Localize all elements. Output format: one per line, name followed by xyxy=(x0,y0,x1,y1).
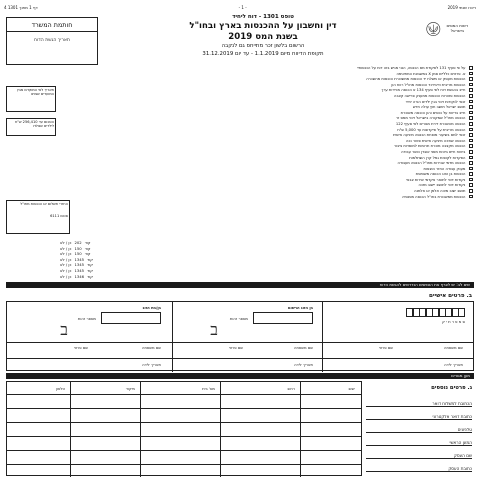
checkbox[interactable] xyxy=(469,116,473,120)
registered-id-label: מספר זהות xyxy=(229,316,248,321)
form-line: הכנסה מריבית על פיקדונות עד 5,000 ש"ח xyxy=(60,128,474,134)
code-row: קוד 1346 כן / לא xyxy=(60,273,93,279)
code-row: קוד 1345 כן / לא xyxy=(60,262,93,268)
gender-note: הרשום בלשון זכר מתייחס גם לנקבה xyxy=(221,43,305,49)
handwritten-mark-2: ב xyxy=(60,320,68,339)
notice-bar: שים לב: יש לצרף את הטפסים הנדרשים להגשת הדוח xyxy=(6,282,474,288)
form-line: הכנסות בן הזוג הכנסה משותפת xyxy=(60,172,474,178)
form-line: מענק עבודה החזר הוצאות xyxy=(60,167,474,173)
first-name-label: שם פרטי xyxy=(378,345,393,350)
registered-last-name-label: שם משפחה xyxy=(293,345,313,350)
checkbox[interactable] xyxy=(469,128,473,132)
form-line: נקודות זיכוי לתושב יישוב מזכה xyxy=(60,183,474,189)
stamp-title: חותמת המשרד xyxy=(7,18,97,32)
form-line: הכנסות ממשכורת בחו"ל הכנסה מפנסיה xyxy=(60,195,474,201)
form-line: הכנסה מדמי שכירות מחו"ל הכנסה מעבודה xyxy=(60,161,474,167)
report-period: תקופת הדיווח מיום 1.1.2019 - עד יום 31.12.2019 xyxy=(202,51,324,57)
section-c-row[interactable]: כתובת דואר אלקטרוני xyxy=(366,407,472,420)
address-table xyxy=(6,381,362,476)
checkbox[interactable] xyxy=(469,161,473,165)
registered-birth-date-label: תאריך לידה xyxy=(294,362,313,367)
form-number: טופס 1301 - דוח ליחיד xyxy=(232,14,294,20)
form-line: א. פרטים כלליים סמן X במשבצת המתאימה xyxy=(60,72,474,78)
checkbox[interactable] xyxy=(469,189,473,193)
spouse-birth-date-label: תאריך לידה xyxy=(142,362,161,367)
side-note-box: תאריך לפי המוקדם מבין המועדים שצוינו xyxy=(6,86,56,112)
section-c-row[interactable]: כתובת העסק xyxy=(366,459,472,472)
side-note-box-2: הסכום עד 256,410 ש"ח לילדים שנולדו xyxy=(6,118,56,136)
registered-partner-label: בן הזוג הרשום xyxy=(287,305,313,310)
col-zip: מיקוד xyxy=(125,386,135,391)
checkbox[interactable] xyxy=(469,88,473,92)
col-street: רחוב xyxy=(287,386,295,391)
form-line: חייב בדיווח על נכסים והון הכנסה משוכרת xyxy=(60,111,474,117)
checkbox[interactable] xyxy=(469,172,473,176)
form-line: תושב ישוב מזכה אלמן או אלמנה xyxy=(60,189,474,195)
checkbox[interactable] xyxy=(469,72,473,76)
section-c-row[interactable]: המען הראשי xyxy=(366,433,472,446)
office-stamp-box xyxy=(6,17,98,65)
registered-id-field[interactable] xyxy=(253,312,313,324)
id-number-boxes[interactable] xyxy=(407,308,466,317)
form-line: הפקדות לקופות גמל קרן השתלמות xyxy=(60,156,474,162)
checkbox[interactable] xyxy=(469,94,473,98)
spouse-last-name-label: שם משפחה xyxy=(141,345,161,350)
form-line: תושב ישראל תושב חוץ עולה חדש xyxy=(60,105,474,111)
section-c-row[interactable]: טלפונים xyxy=(366,420,472,433)
tax-year: בשנת המס 2019 xyxy=(228,32,298,42)
checkbox[interactable] xyxy=(469,139,473,143)
code-list xyxy=(60,240,210,279)
left-note: דף 1 מתוך 4 1301 xyxy=(4,4,38,10)
refund-note-box: החזרי תשלום או הכנסות מחו"ל סכום 6111 xyxy=(6,200,70,234)
handwritten-mark: ב xyxy=(210,320,218,339)
form-line: הכנסות מעסק או משלח יד הכנסות ממשכורת הכנסות מהשכרה xyxy=(60,77,474,83)
code-row: קוד 1345 כן / לא xyxy=(60,267,93,273)
section-b-title: ב. פרטים אישיים xyxy=(429,293,472,299)
checkbox[interactable] xyxy=(469,178,473,182)
section-a-general-details xyxy=(60,66,474,200)
spouse-first-name-label: שם פרטי xyxy=(73,345,88,350)
section-c-list xyxy=(366,385,472,472)
last-name-label: שם משפחה xyxy=(443,345,463,350)
code-row: קוד 150 כן / לא xyxy=(60,251,91,257)
code-row: קוד 150 כן / לא xyxy=(60,245,91,251)
code-row: קוד 1345 כן / לא xyxy=(60,256,93,262)
checkbox[interactable] xyxy=(469,167,473,171)
birth-date-label: תאריך לידה xyxy=(444,362,463,367)
checkbox[interactable] xyxy=(469,100,473,104)
form-line: זכאי למס בשיעור מופחת הכנסה מיגיעה אישית xyxy=(60,133,474,139)
registered-first-name-label: שם פרטי xyxy=(228,345,243,350)
personal-details-grid xyxy=(6,301,474,371)
menorah-emblem-icon xyxy=(426,20,441,38)
checkbox[interactable] xyxy=(469,195,473,199)
stamp-subtitle: תאריך הגשת הדוח xyxy=(33,38,71,43)
form-line: הכנסה מהשכרת דירת מגורים לפי סעיף 122 xyxy=(60,122,474,128)
checkbox[interactable] xyxy=(469,111,473,115)
spouse-id-field[interactable] xyxy=(101,312,161,324)
spouse-label: בן/בת הזוג xyxy=(142,305,161,310)
authority-logo xyxy=(426,14,472,44)
code-row: קוד 202 כן / לא xyxy=(60,240,91,245)
logo-text: רשות המסים בישראל xyxy=(446,23,469,33)
checkbox[interactable] xyxy=(469,105,473,109)
checkbox[interactable] xyxy=(469,77,473,81)
form-line: הכנסות מריבית ודיבידנד הכנסות מחו"ל רווח הון xyxy=(60,83,474,89)
page-number: - 1 - xyxy=(238,4,247,10)
page-header xyxy=(4,3,476,11)
id-char-labels: ס מ פ ר ת י ק xyxy=(442,319,465,324)
form-line: חייב בהגשת דוח לפי סעיף 134 א הכנסה מניירות ערך xyxy=(60,88,474,94)
notice-bar-2: מען מגורים xyxy=(6,373,474,379)
section-c-row[interactable]: שם העסק xyxy=(366,446,472,459)
col-city: ישוב xyxy=(348,386,355,391)
checkbox[interactable] xyxy=(469,150,473,154)
col-house: מס' בית xyxy=(202,386,215,391)
form-line: על פי סעיף 131 לפקודת מס הכנסה, הנני מגיש בזה דוח על הכנסותיי xyxy=(60,66,474,72)
form-line: הכנסה מקצבה מוכרת תרומות למוסדות ציבור xyxy=(60,144,474,150)
section-c-row[interactable]: הכתובת למשלוח דואר xyxy=(366,394,472,407)
form-line: נקודות זיכוי לתואר אקדמי שירות צבאי xyxy=(60,178,474,184)
checkbox[interactable] xyxy=(469,183,473,187)
checkbox[interactable] xyxy=(469,122,473,126)
form-line: הכנסה מחו"ל שמקורה בישראל זיכוי ממס זר xyxy=(60,116,474,122)
form-line: ביטוח חיים ביטוח מפני אובדן כושר עבודה xyxy=(60,150,474,156)
form-title: דין וחשבון על ההכנסות בארץ ובחו"ל xyxy=(189,21,337,31)
form-line: זכאי לנקודות זיכוי בגין ילדים הורה יחיד xyxy=(60,100,474,106)
spouse-id-label: מספר זהות xyxy=(77,316,96,321)
checkbox[interactable] xyxy=(469,83,473,87)
right-code: ריכוז שנתי 2019 xyxy=(447,4,476,10)
checkbox[interactable] xyxy=(469,133,473,137)
form-title-area xyxy=(110,14,416,57)
checkbox[interactable] xyxy=(469,156,473,160)
checkbox[interactable] xyxy=(469,144,473,148)
section-c-title: ג. פרטים נוספים xyxy=(431,385,472,391)
form-line: הכנסות פטורות הכנסות ממענק פרישה קצבה xyxy=(60,94,474,100)
col-phone: טלפון xyxy=(55,386,65,391)
checkbox[interactable] xyxy=(469,66,473,70)
form-line: הכנסה שאינה מיגיעה אישית פטור נכה xyxy=(60,139,474,145)
